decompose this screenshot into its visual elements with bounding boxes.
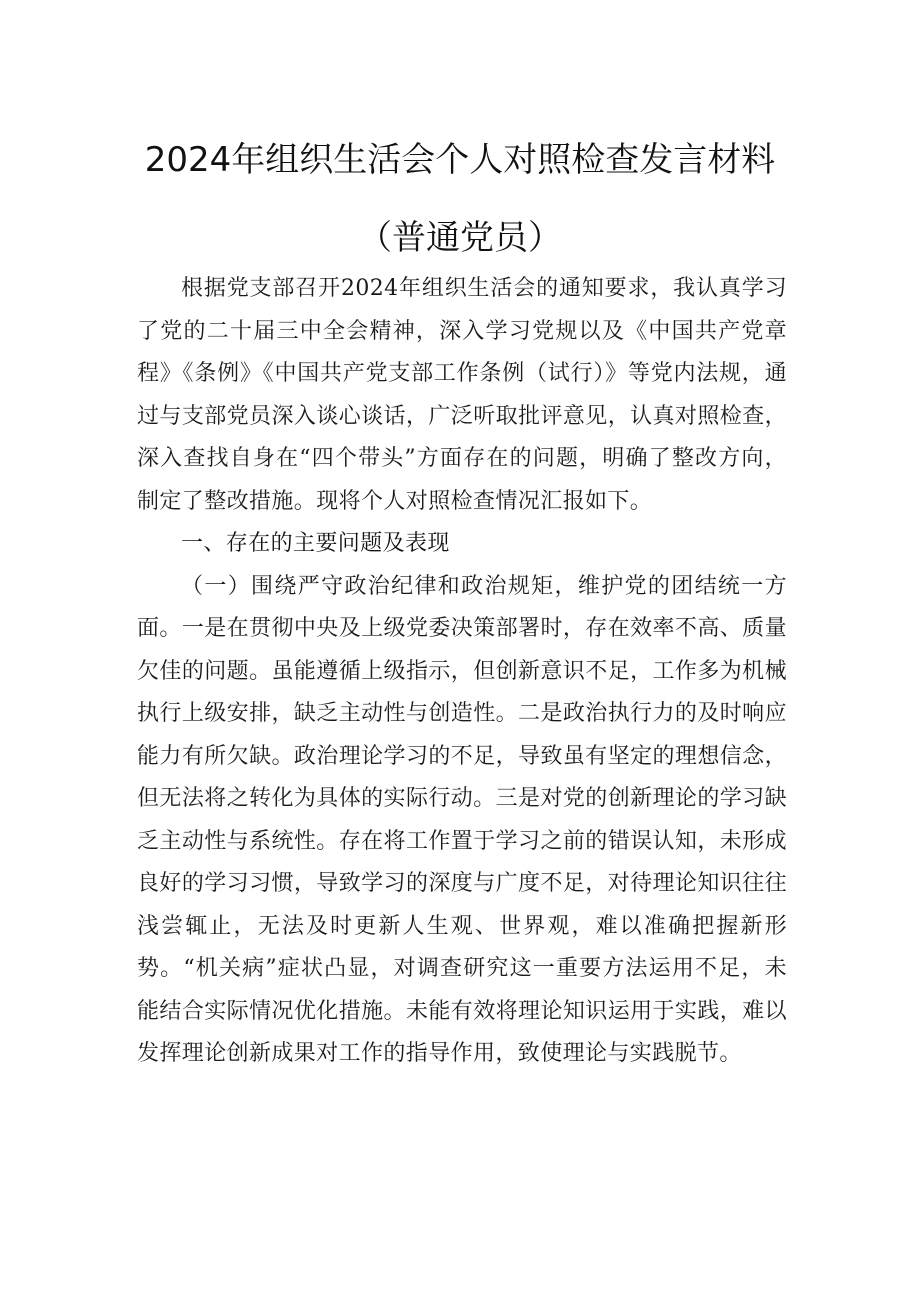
section-paragraph: （一）围绕严守政治纪律和政治规矩，维护党的团结统一方面。一是在贯彻中央及上级党委决策部署时，存在效率不高、质量欠佳的问题。虽能遵循上级指示，但创新意识不足，工作多为机械执行上级安排，缺乏主动性与创造性。二是政治执行力的及时响应能力有所欠缺。政治理论学习的不足，导致虽有坚定的理想信念，但无法将之转化为具体的实际行动。三是对党的创新理论的学习缺乏主动性与系统性。存在将工作置于学习之前的错误认知，未形成良好的学习习惯，导致学习的深度与广度不足，对待理论知识往往浅尝辄止，无法及时更新人生观、世界观，难以准确把握新形势。“机关病”症状凸显，对调查研究这一重要方法运用不足，未能结合实际情况优化措施。未能有效将理论知识运用于实践，难以发挥理论创新成果对工作的指导作用，致使理论与实践脱节。 — [137, 573, 787, 1066]
document-title: 2024年组织生活会个人对照检查发言材料 — [144, 140, 776, 180]
document-body — [137, 268, 787, 1076]
intro-paragraph: 根据党支部召开2024年组织生活会的通知要求，我认真学习了党的二十届三中全会精神，深入学习党规以及《中国共产党章程》《条例》《中国共产党支部工作条例（试行）》等党内法规，通过与支部党员深入谈心谈话，广泛听取批评意见，认真对照检查，深入查找自身在“四个带头”方面存在的问题，明确了整改方向，制定了整改措施。现将个人对照检查情况汇报如下。 — [137, 276, 787, 514]
document-subtitle: （普通党员） — [358, 218, 562, 258]
section-heading: 一、存在的主要问题及表现 — [181, 531, 450, 556]
